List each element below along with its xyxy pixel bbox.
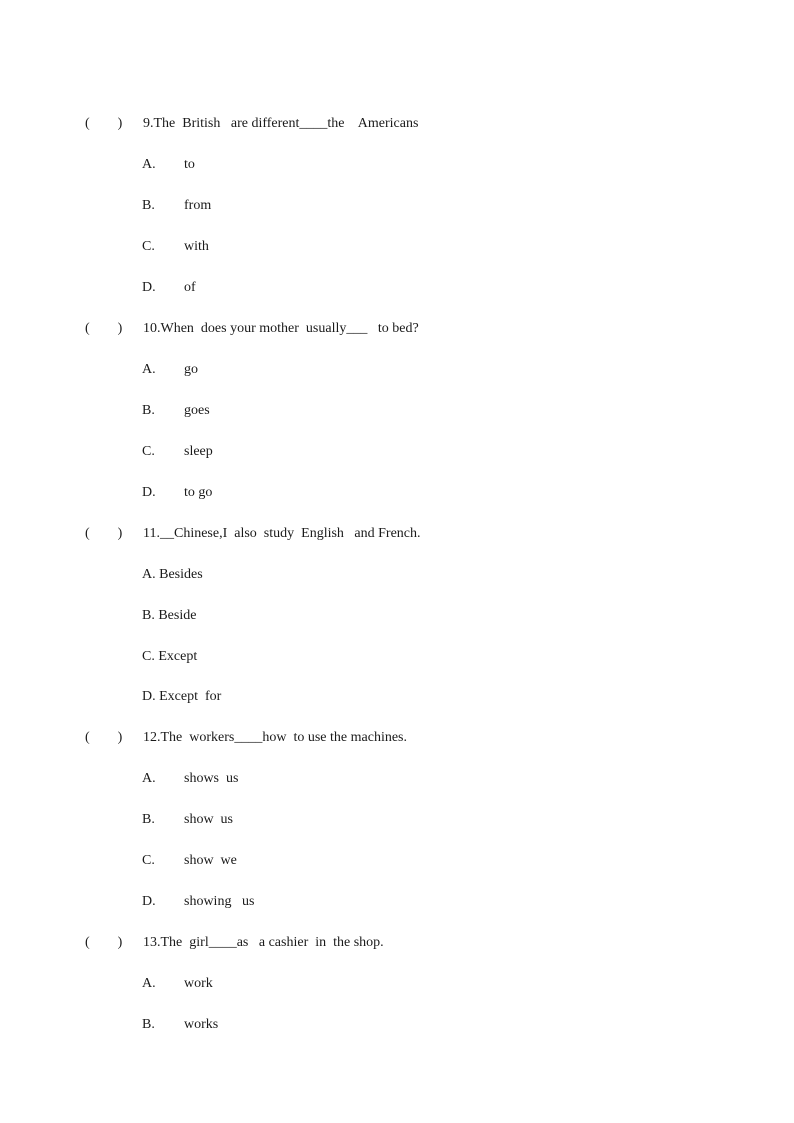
- option-text: show we: [184, 853, 237, 868]
- option-b: [0, 586, 794, 623]
- option-letter: A.: [142, 976, 156, 991]
- option-text: go: [184, 362, 198, 377]
- answer-bracket: ( ): [85, 526, 123, 541]
- question-11: [71, 504, 421, 541]
- option-text: D. Except for: [142, 689, 222, 704]
- answer-bracket: ( ): [85, 321, 123, 336]
- question-12: [71, 708, 407, 745]
- option-c: [0, 627, 794, 664]
- option-d: [0, 667, 794, 704]
- option-a: [0, 545, 794, 582]
- question-stem: 12.The workers____how to use the machines.: [143, 730, 407, 745]
- option-b: [0, 995, 794, 1032]
- option-text: of: [184, 280, 196, 295]
- option-text: from: [184, 198, 212, 213]
- option-letter: D.: [142, 485, 156, 500]
- option-text: C. Except: [142, 649, 198, 664]
- question-stem: 11.__Chinese,I also study English and French.: [143, 526, 421, 541]
- option-letter: A.: [142, 157, 156, 172]
- option-letter: B.: [142, 1017, 155, 1032]
- option-letter: B.: [142, 198, 155, 213]
- option-text: to go: [184, 485, 213, 500]
- option-text: shows us: [184, 771, 239, 786]
- question-stem: 9.The British are different____the Americans: [143, 116, 419, 131]
- option-text: show us: [184, 812, 234, 827]
- option-b: [0, 381, 794, 418]
- option-letter: B.: [142, 403, 155, 418]
- option-letter: D.: [142, 280, 156, 295]
- option-text: sleep: [184, 444, 213, 459]
- option-letter: A.: [142, 771, 156, 786]
- option-c: [0, 831, 794, 868]
- option-a: [0, 749, 794, 786]
- option-a: [0, 135, 794, 172]
- option-text: goes: [184, 403, 210, 418]
- option-d: [0, 463, 794, 500]
- option-d: [0, 258, 794, 295]
- option-text: to: [184, 157, 195, 172]
- option-text: work: [184, 976, 213, 991]
- answer-bracket: ( ): [85, 730, 123, 745]
- option-letter: A.: [142, 362, 156, 377]
- option-letter: C.: [142, 444, 155, 459]
- option-c: [0, 217, 794, 254]
- option-text: works: [184, 1017, 219, 1032]
- option-text: A. Besides: [142, 567, 203, 582]
- option-letter: D.: [142, 894, 156, 909]
- option-text: showing us: [184, 894, 255, 909]
- answer-bracket: ( ): [85, 116, 123, 131]
- question-10: [71, 299, 419, 336]
- question-stem: 10.When does your mother usually___ to bed?: [143, 321, 419, 336]
- option-d: [0, 872, 794, 909]
- question-9: [71, 94, 419, 131]
- option-letter: B.: [142, 812, 155, 827]
- option-a: [0, 954, 794, 991]
- question-13: [71, 913, 384, 950]
- option-a: [0, 340, 794, 377]
- option-b: [0, 176, 794, 213]
- option-b: [0, 790, 794, 827]
- answer-bracket: ( ): [85, 935, 123, 950]
- option-letter: C.: [142, 239, 155, 254]
- option-text: B. Beside: [142, 608, 197, 623]
- option-text: with: [184, 239, 209, 254]
- option-c: [0, 422, 794, 459]
- question-stem: 13.The girl____as a cashier in the shop.: [143, 935, 384, 950]
- option-letter: C.: [142, 853, 155, 868]
